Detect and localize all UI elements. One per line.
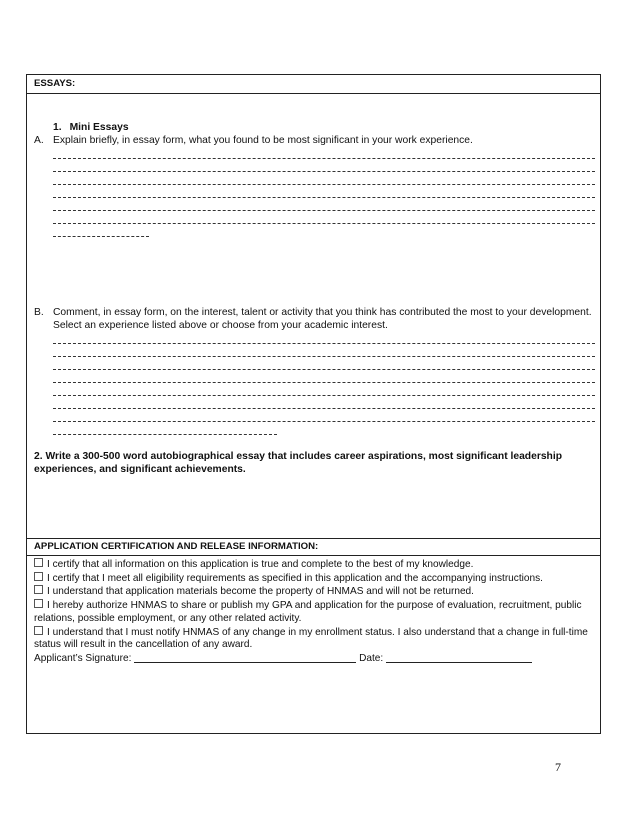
answer-line[interactable]: [53, 197, 595, 198]
certification-statement[interactable]: [34, 572, 600, 586]
date-label: Date:: [359, 652, 384, 664]
question-2-text: 2. Write a 300-500 word autobiographical essay that includes career aspirations, most significant leadership experiences, and significant achievements.: [34, 451, 562, 476]
certification-text: I certify that I meet all eligibility requirements as specified in this application and the accompanying instructions.: [47, 572, 543, 584]
signature-field[interactable]: [134, 652, 356, 663]
answer-line[interactable]: [53, 223, 595, 224]
checkbox[interactable]: [34, 558, 43, 567]
certification-header-text: APPLICATION CERTIFICATION AND RELEASE INFORMATION:: [34, 541, 319, 552]
page-number: 7: [555, 760, 561, 774]
essays-section: [27, 94, 600, 539]
answer-line[interactable]: [53, 236, 149, 237]
form-table: [26, 74, 601, 734]
answer-line[interactable]: [53, 184, 595, 185]
certification-text: I understand that application materials become the property of HNMAS and will not be returned.: [47, 586, 474, 598]
certification-text: I understand that I must notify HNMAS of any change in my enrollment status. I also understand that a change in full-time status will result in the cancellation of any award.: [34, 626, 588, 651]
checkbox[interactable]: [34, 626, 43, 635]
answer-line[interactable]: [53, 369, 595, 370]
question-a-text: Explain briefly, in essay form, what you found to be most significant in your work experience.: [53, 135, 473, 146]
answer-line[interactable]: [53, 421, 595, 422]
signature-row: [34, 652, 600, 666]
certification-statement[interactable]: [34, 599, 600, 625]
certification-header: [27, 539, 600, 556]
question-b: [34, 306, 596, 332]
answer-line[interactable]: [53, 171, 595, 172]
answer-line[interactable]: [53, 210, 595, 211]
question-a-letter: A.: [34, 135, 44, 146]
checkbox[interactable]: [34, 572, 43, 581]
essays-header: [27, 75, 600, 94]
mini-essays-number: 1.: [53, 122, 62, 133]
answer-line[interactable]: [53, 434, 277, 435]
question-b-letter: B.: [34, 307, 44, 318]
question-2: [34, 450, 594, 476]
certification-statement[interactable]: [34, 585, 600, 599]
answer-line[interactable]: [53, 158, 595, 159]
certification-statement[interactable]: [34, 626, 600, 652]
answer-line[interactable]: [53, 408, 595, 409]
question-a: [34, 134, 596, 147]
answer-line[interactable]: [53, 382, 595, 383]
answer-line[interactable]: [53, 395, 595, 396]
mini-essays-label: Mini Essays: [69, 122, 129, 133]
question-b-text: Comment, in essay form, on the interest, talent or activity that you think has contributed the most to your development. Select an experience listed above or choose from your academic interest.: [53, 307, 592, 332]
checkbox[interactable]: [34, 599, 43, 608]
certification-text: I certify that all information on this application is true and complete to the best of my knowledge.: [47, 559, 474, 570]
certification-statement[interactable]: [34, 558, 600, 572]
mini-essays-title: [53, 121, 129, 134]
certification-section: [27, 556, 600, 666]
answer-line[interactable]: [53, 343, 595, 344]
certification-text: I hereby authorize HNMAS to share or publish my GPA and application for the purpose of evaluation, recruitment, public relations, possible employment, or any other related activity.: [34, 600, 582, 624]
checkbox[interactable]: [34, 585, 43, 594]
answer-line[interactable]: [53, 356, 595, 357]
date-field[interactable]: [386, 652, 532, 663]
essays-header-text: ESSAYS:: [34, 78, 76, 89]
signature-label: Applicant’s Signature:: [34, 652, 132, 664]
